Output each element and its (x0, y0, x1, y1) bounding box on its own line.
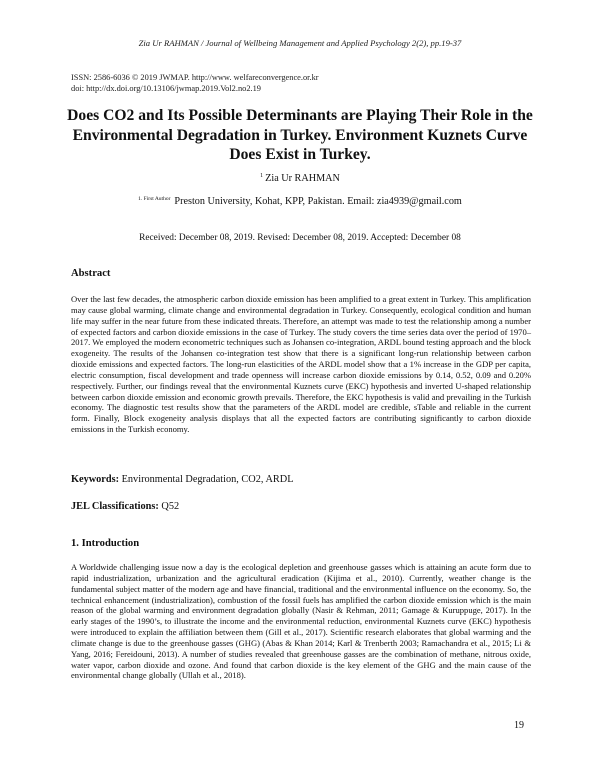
author-name: Zia Ur RAHMAN (265, 173, 340, 184)
issn-line: ISSN: 2586-6036 © 2019 JWMAP. http://www. welfareconvergence.or.kr (71, 73, 319, 82)
jel-label: JEL Classifications: (71, 501, 159, 512)
jel-value: Q52 (158, 501, 180, 512)
submission-dates: Received: December 08, 2019. Revised: December 08, 2019. Accepted: December 08 (139, 233, 461, 243)
abstract-heading: Abstract (71, 268, 111, 279)
running-head: Zia Ur RAHMAN / Journal of Wellbeing Management and Applied Psychology 2(2), pp.19-37 (138, 38, 462, 48)
introduction-heading: 1. Introduction (71, 538, 140, 549)
affiliation-line (0, 196, 600, 207)
page-number: 19 (514, 720, 524, 731)
author-superscript: 1 (260, 173, 264, 179)
keywords-value: Environmental Degradation, CO2, ARDL (119, 474, 294, 485)
affiliation-text: Preston University, Kohat, KPP, Pakistan. Email: zia4939@gmail.com (174, 196, 462, 207)
introduction-text: A Worldwide challenging issue now a day is the ecological depletion and greenhouse gasses which is attaining an acute form due to rapid industrialization, urbanization and the agricultural eradication (Kijima et al., 2010). Currently, weather change is the fundamental subject matter of the modern age and have financial, traditional and the environmental influence on the economy. So, the technical enhancement (industrialization), combustion of the fossil fuels has amplified the carbon dioxide emission which is the main reason of the global warming and environment degradation globally (Nasir & Rehman, 2011; Gamage & Kuruppuge, 2017). In the early stages of the 1990’s, to illustrate the income and the environmental reduction, environmental Kuznets curve (EKC) hypothesis were introduced to explain the affiliation between them (Gill et al., 2017). Scientific research elaborates that global warming and the climate change is due to the greenhouse gasses (GHG) (Abas & Khan 2014; Karl & Trenberth 2003; Ramachandra et al., 2015; Li & Yang, 2016; Fereidouni, 2013). A number of studies revealed that greenhouse gasses are the combination of methane, nitrous oxide, water vapor, carbon dioxide and ozone. And found that carbon dioxide is the key element of the GHG and the main cause of the environmental change globally (Ullah et al., 2018). (71, 562, 531, 681)
jel-line (71, 501, 179, 512)
affiliation-superscript: 1. First Author (138, 196, 171, 202)
author-line (0, 173, 600, 184)
paper-title: Does CO2 and Its Possible Determinants are Playing Their Role in the Environmental Degradation in Turkey. Environment Kuznets Curve Does Exist in Turkey. (67, 107, 533, 163)
abstract-text: Over the last few decades, the atmospheric carbon dioxide emission has been amplified to a great extent in Turkey. This amplification may cause global warming, climate change and environmental degradation in Turkey. Consequently, ecological condition and human life may suffer in the near future from these indicated threats. Therefore, an attempt was made to test the relationship among a number of expected factors and carbon dioxide emissions in the case of Turkey. The study covers the time series data over the period of 1970–2017. We employed the modern econometric techniques such as Johansen co-integration, ARDL bound testing approach and the block exogeneity. The results of the Johansen co-integration test show that there is a significant long-run relationship between carbon dioxide emissions and expected factors. The long-run elasticities of the ARDL model show that a 1% increase in the GDP per capita, electric consumption, fiscal development and trade openness will increase carbon dioxide emissions by 0.14, 0.52, 0.09 and 0.20% respectively. Further, our findings reveal that the environmental Kuznets curve (EKC) hypothesis and inverted U-shaped relationship between carbon dioxide emission and economic growth prevails. Therefore, the EKC hypothesis is valid and prevailing in the Turkish economy. The diagnostic test results show that the parameters of the ARDL model are credible, sTable and reliable in the current form. Finally, Block exogeneity analysis displays that all the expected factors are contributing significantly to carbon dioxide emissions in the Turkish economy. (71, 294, 531, 435)
doi-line: doi: http://dx.doi.org/10.13106/jwmap.2019.Vol2.no2.19 (71, 84, 261, 93)
keywords-label: Keywords: (71, 474, 120, 485)
keywords-line (71, 474, 294, 485)
